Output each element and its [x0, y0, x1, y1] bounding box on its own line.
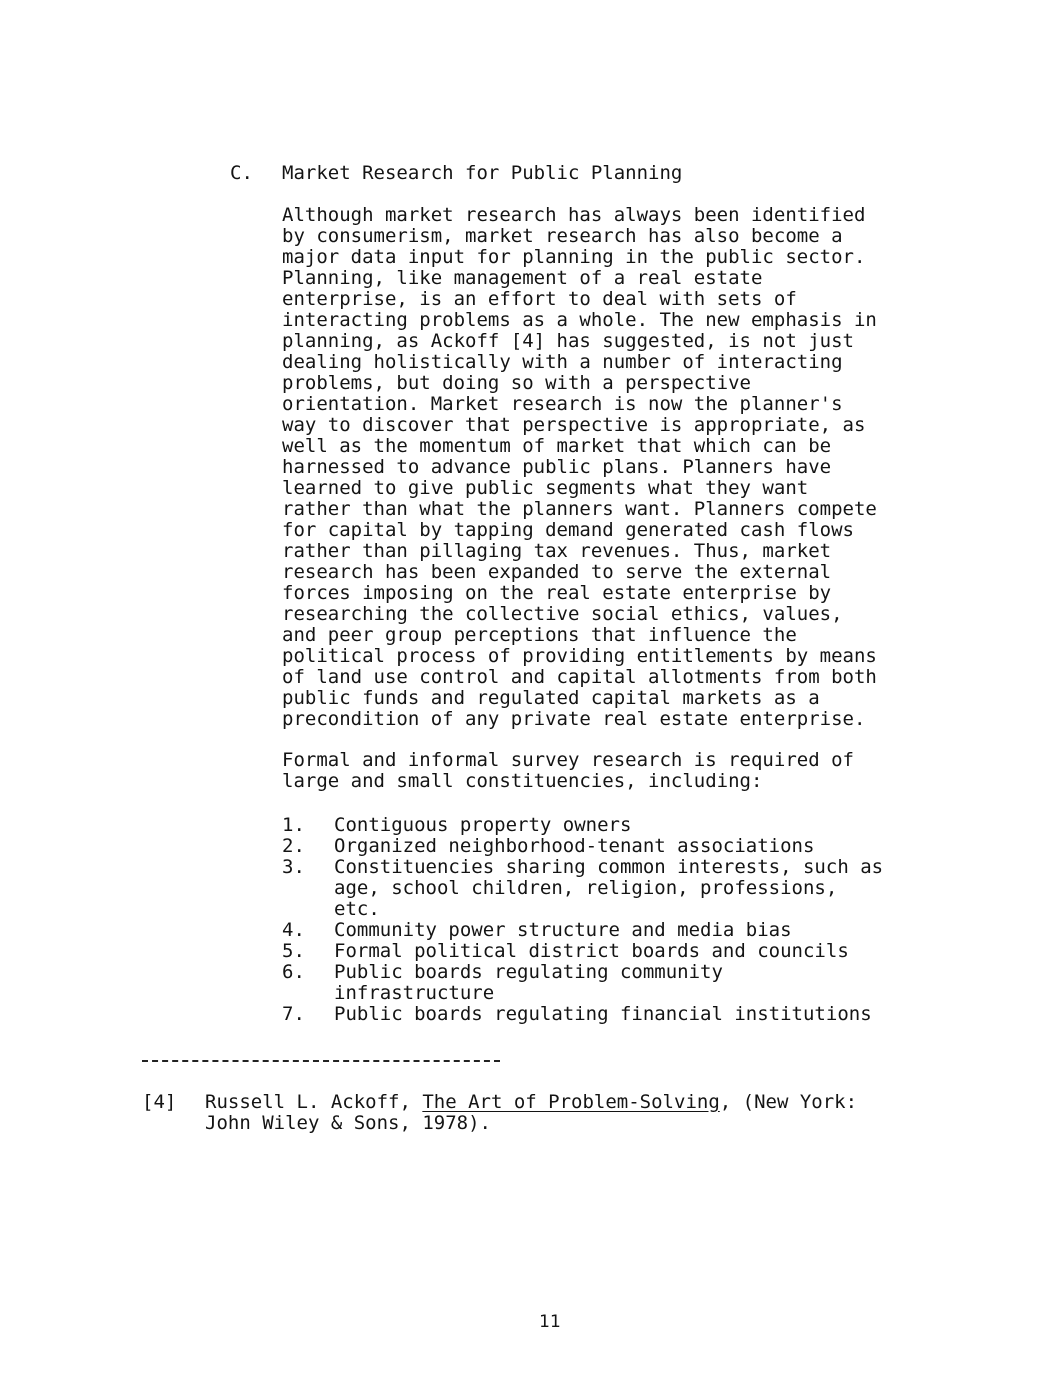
list-item — [282, 920, 883, 941]
paragraph-line: researching the collective social ethics, values, — [282, 603, 843, 625]
list-item — [282, 941, 883, 962]
footnote-line: John Wiley & Sons, 1978). — [205, 1112, 491, 1134]
list-item-text: etc. — [334, 898, 380, 920]
paragraph-line: enterprise, is an effort to deal with sets of — [282, 288, 797, 310]
list-number: 3. — [282, 856, 305, 878]
paragraph-line: interacting problems as a whole. The new emphasis in — [282, 309, 877, 331]
footnote-divider — [142, 1060, 500, 1062]
paragraph-line: precondition of any private real estate enterprise. — [282, 708, 866, 730]
constituency-list — [282, 815, 883, 1025]
list-number: 7. — [282, 1003, 305, 1025]
paragraph-line: planning, as Ackoff [4] has suggested, is not just — [282, 330, 854, 352]
list-item — [282, 857, 883, 920]
list-item-text: Organized neighborhood-tenant associations — [334, 835, 815, 857]
paragraph-line: major data input for planning in the public sector. — [282, 246, 866, 268]
paragraph-market-research — [282, 205, 877, 730]
footnote-line — [205, 1092, 857, 1113]
paragraph-line: and peer group perceptions that influence the — [282, 624, 797, 646]
page-number: 11 — [539, 1312, 561, 1332]
list-number: 5. — [282, 940, 305, 962]
footnote-marker: [4] — [142, 1091, 177, 1113]
list-item — [282, 836, 883, 857]
paragraph-line: by consumerism, market research has also become a — [282, 225, 843, 247]
paragraph-line: political process of providing entitlements by means — [282, 645, 877, 667]
paragraph-line: rather than what the planners want. Planners compete — [282, 498, 877, 520]
section-title: Market Research for Public Planning — [282, 162, 683, 184]
list-item-text: Contiguous property owners — [334, 814, 632, 836]
list-item-text: Formal political district boards and councils — [334, 940, 849, 962]
footnote-publisher-open: , (New York: — [719, 1091, 858, 1113]
list-number: 1. — [282, 814, 305, 836]
list-item-text: Public boards regulating financial institutions — [334, 1003, 872, 1025]
paragraph-line: Planning, like management of a real estate — [282, 267, 763, 289]
paragraph-line: public funds and regulated capital markets as a — [282, 687, 820, 709]
paragraph-line: harnessed to advance public plans. Planners have — [282, 456, 832, 478]
list-number: 6. — [282, 961, 305, 983]
paragraph-line: research has been expanded to serve the external — [282, 561, 832, 583]
paragraph-line: orientation. Market research is now the planner's — [282, 393, 843, 415]
paragraph-line: learned to give public segments what they want — [282, 477, 809, 499]
paragraph-line: Although market research has always been identified — [282, 204, 866, 226]
list-item-text: age, school children, religion, professions, — [334, 877, 838, 899]
list-item — [282, 962, 883, 1004]
paragraph-line: large and small constituencies, including: — [282, 770, 763, 792]
section-letter: C. — [230, 162, 253, 184]
footnote-author: Russell L. Ackoff, — [205, 1091, 423, 1113]
list-number: 2. — [282, 835, 305, 857]
paragraph-line: well as the momentum of market that which can be — [282, 435, 832, 457]
list-item-text: infrastructure — [334, 982, 495, 1004]
list-item — [282, 1004, 883, 1025]
list-number: 4. — [282, 919, 305, 941]
paragraph-line: dealing holistically with a number of interacting — [282, 351, 843, 373]
list-item-text: Constituencies sharing common interests, such as — [334, 856, 884, 878]
list-item-text: Community power structure and media bias — [334, 919, 792, 941]
paragraph-line: rather than pillaging tax revenues. Thus, market — [282, 540, 832, 562]
footnote-book-title: The Art of Problem-Solving — [422, 1091, 720, 1113]
footnote-text — [205, 1092, 857, 1134]
paragraph-line: forces imposing on the real estate enterprise by — [282, 582, 832, 604]
paragraph-survey-research — [282, 750, 854, 792]
paragraph-line: problems, but doing so with a perspective — [282, 372, 751, 394]
list-item-text: Public boards regulating community — [334, 961, 723, 983]
paragraph-line: Formal and informal survey research is required of — [282, 749, 854, 771]
paragraph-line: for capital by tapping demand generated cash flows — [282, 519, 854, 541]
list-item — [282, 815, 883, 836]
paragraph-line: way to discover that perspective is appropriate, as — [282, 414, 866, 436]
paragraph-line: of land use control and capital allotments from both — [282, 666, 877, 688]
